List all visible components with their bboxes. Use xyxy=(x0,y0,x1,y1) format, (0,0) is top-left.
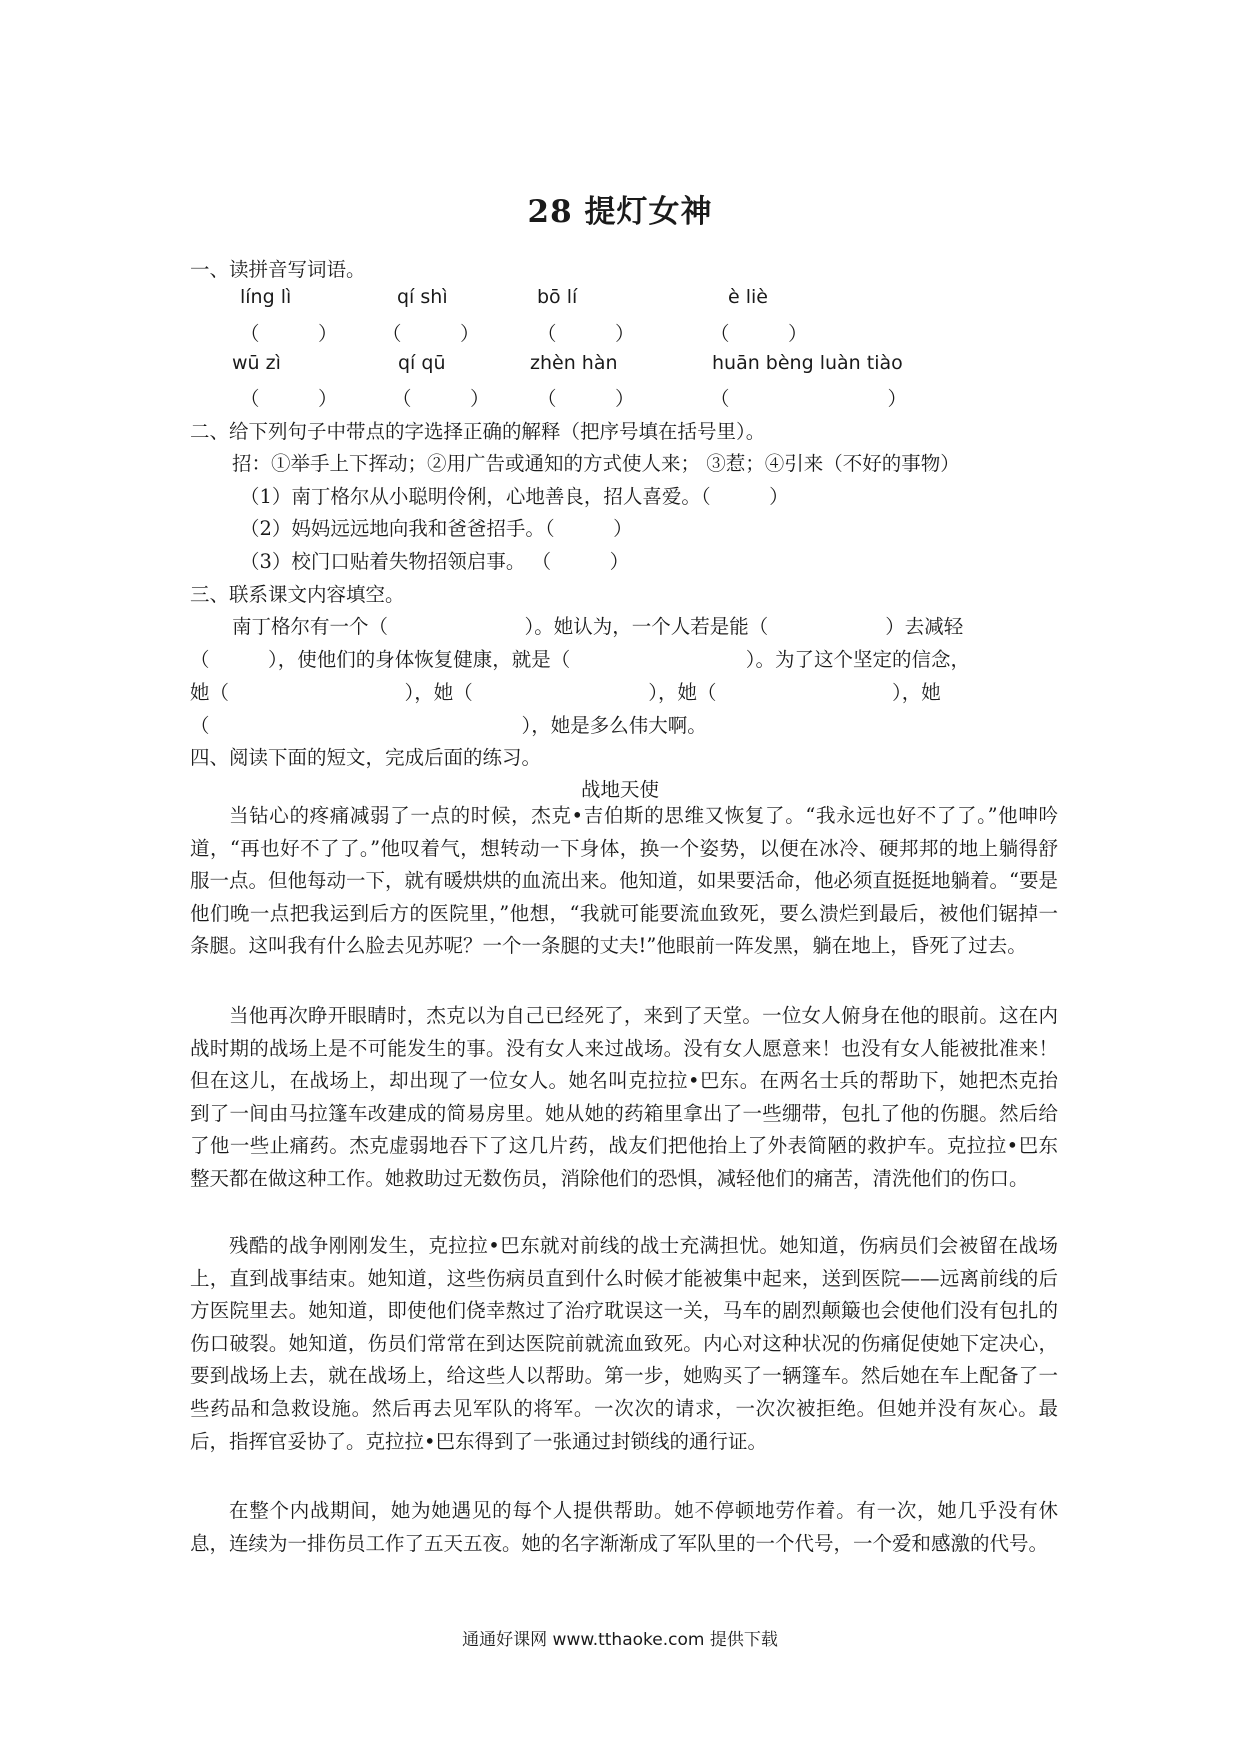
pinyin-item: zhèn hàn xyxy=(530,352,618,374)
footer-credit: 通通好课网 www.tthaoke.com 提供下载 xyxy=(462,1630,778,1650)
passage-paragraph: 当他再次睁开眼睛时，杰克以为自己已经死了，来到了天堂。一位女人俯身在他的眼前。这在内战时期的战场上是不可能发生的事。没有女人来过战场。没有女人愿意来！也没有女人能被批准来！但在这儿，在战场上，却出现了一位女人。她名叫克拉拉•巴东。在两名士兵的帮助下，她把杰克抬到了一间由马拉篷车改建成的简易房里。她从她的药箱里拿出了一些绷带，包扎了他的伤腿。然后给了他一些止痛药。杰克虚弱地吞下了这几片药，战友们把他抬上了外表简陋的救护车。克拉拉•巴东整天都在做这种工作。她救助过无数伤员，消除他们的恐惧，减轻他们的痛苦，清洗他们的伤口。 xyxy=(190,1004,1058,1190)
page-title: 28 提灯女神 xyxy=(527,194,713,230)
passage-paragraph: 当钻心的疼痛减弱了一点的时候，杰克•吉伯斯的思维又恢复了。“我永远也好不了了。”他呻吟道，“再也好不了了。”他叹着气，想转动一下身体，换一个姿势，以便在冰冷、硬邦邦的地上躺得舒服一点。但他每动一下，就有暖烘烘的血流出来。他知道，如果要活命，他必须直挺挺地躺着。“要是他们晚一点把我运到后方的医院里，”他想，“我就可能要流血致死，要么溃烂到最后，被他们锯掉一条腿。这叫我有什么脸去见苏呢？一个一条腿的丈夫!”他眼前一阵发黑，躺在地上，昏死了过去。 xyxy=(190,804,1058,958)
pinyin-item: qí shì xyxy=(397,286,448,308)
fill-in-line: 她（ ），她（ ），她（ ），她 xyxy=(190,681,941,704)
fill-in-line: （ ），使他们的身体恢复健康，就是（ ）。为了这个坚定的信念， xyxy=(190,648,971,671)
question-item: （1）南丁格尔从小聪明伶俐，心地善良，招人喜爱。（ ） xyxy=(240,485,789,508)
answer-blank: （ ） xyxy=(240,387,338,410)
pinyin-item: è liè xyxy=(728,286,768,308)
pinyin-item: bō lí xyxy=(537,286,578,308)
answer-blank: （ ） xyxy=(710,322,808,345)
definition-list: 招：①举手上下挥动；②用广告或通知的方式使人来； ③惹；④引来（不好的事物） xyxy=(232,452,960,475)
answer-blank: （ ） xyxy=(392,387,490,410)
answer-blank: （ ） xyxy=(240,322,338,345)
section1-heading: 一、读拼音写词语。 xyxy=(190,258,366,281)
fill-in-line: （ ），她是多么伟大啊。 xyxy=(190,714,707,737)
section4-heading: 四、阅读下面的短文，完成后面的练习。 xyxy=(190,746,542,769)
pinyin-item: líng lì xyxy=(240,286,292,308)
section2-heading: 二、给下列句子中带点的字选择正确的解释（把序号填在括号里）。 xyxy=(190,420,766,443)
question-item: （3）校门口贴着失物招领启事。 （ ） xyxy=(240,550,630,573)
question-item: （2）妈妈远远地向我和爸爸招手。（ ） xyxy=(240,517,633,540)
answer-blank-wide: （ ） xyxy=(710,387,908,410)
answer-blank: （ ） xyxy=(537,387,635,410)
section3-heading: 三、联系课文内容填空。 xyxy=(190,583,405,606)
answer-blank: （ ） xyxy=(382,322,480,345)
pinyin-item: wū zì xyxy=(232,352,281,374)
passage-paragraph: 残酷的战争刚刚发生，克拉拉•巴东就对前线的战士充满担忧。她知道，伤病员们会被留在战场上，直到战事结束。她知道，这些伤病员直到什么时候才能被集中起来，送到医院——远离前线的后方医院里去。她知道，即使他们侥幸熬过了治疗耽误这一关，马车的剧烈颠簸也会使他们没有包扎的伤口破裂。她知道，伤员们常常在到达医院前就流血致死。内心对这种状况的伤痛促使她下定决心，要到战场上去，就在战场上，给这些人以帮助。第一步，她购买了一辆篷车。然后她在车上配备了一些药品和急救设施。然后再去见军队的将军。一次次的请求，一次次被拒绝。但她并没有灰心。最后，指挥官妥协了。克拉拉•巴东得到了一张通过封锁线的通行证。 xyxy=(190,1234,1058,1453)
passage-paragraph: 在整个内战期间，她为她遇见的每个人提供帮助。她不停顿地劳作着。有一次，她几乎没有休息，连续为一排伤员工作了五天五夜。她的名字渐渐成了军队里的一个代号，一个爱和感激的代号。 xyxy=(190,1499,1058,1555)
fill-in-line: 南丁格尔有一个（ ）。她认为，一个人若是能（ ）去减轻 xyxy=(232,615,964,638)
pinyin-item: huān bèng luàn tiào xyxy=(712,352,903,374)
answer-blank: （ ） xyxy=(537,322,635,345)
pinyin-item: qí qū xyxy=(398,352,446,374)
passage-title: 战地天使 xyxy=(580,778,659,801)
